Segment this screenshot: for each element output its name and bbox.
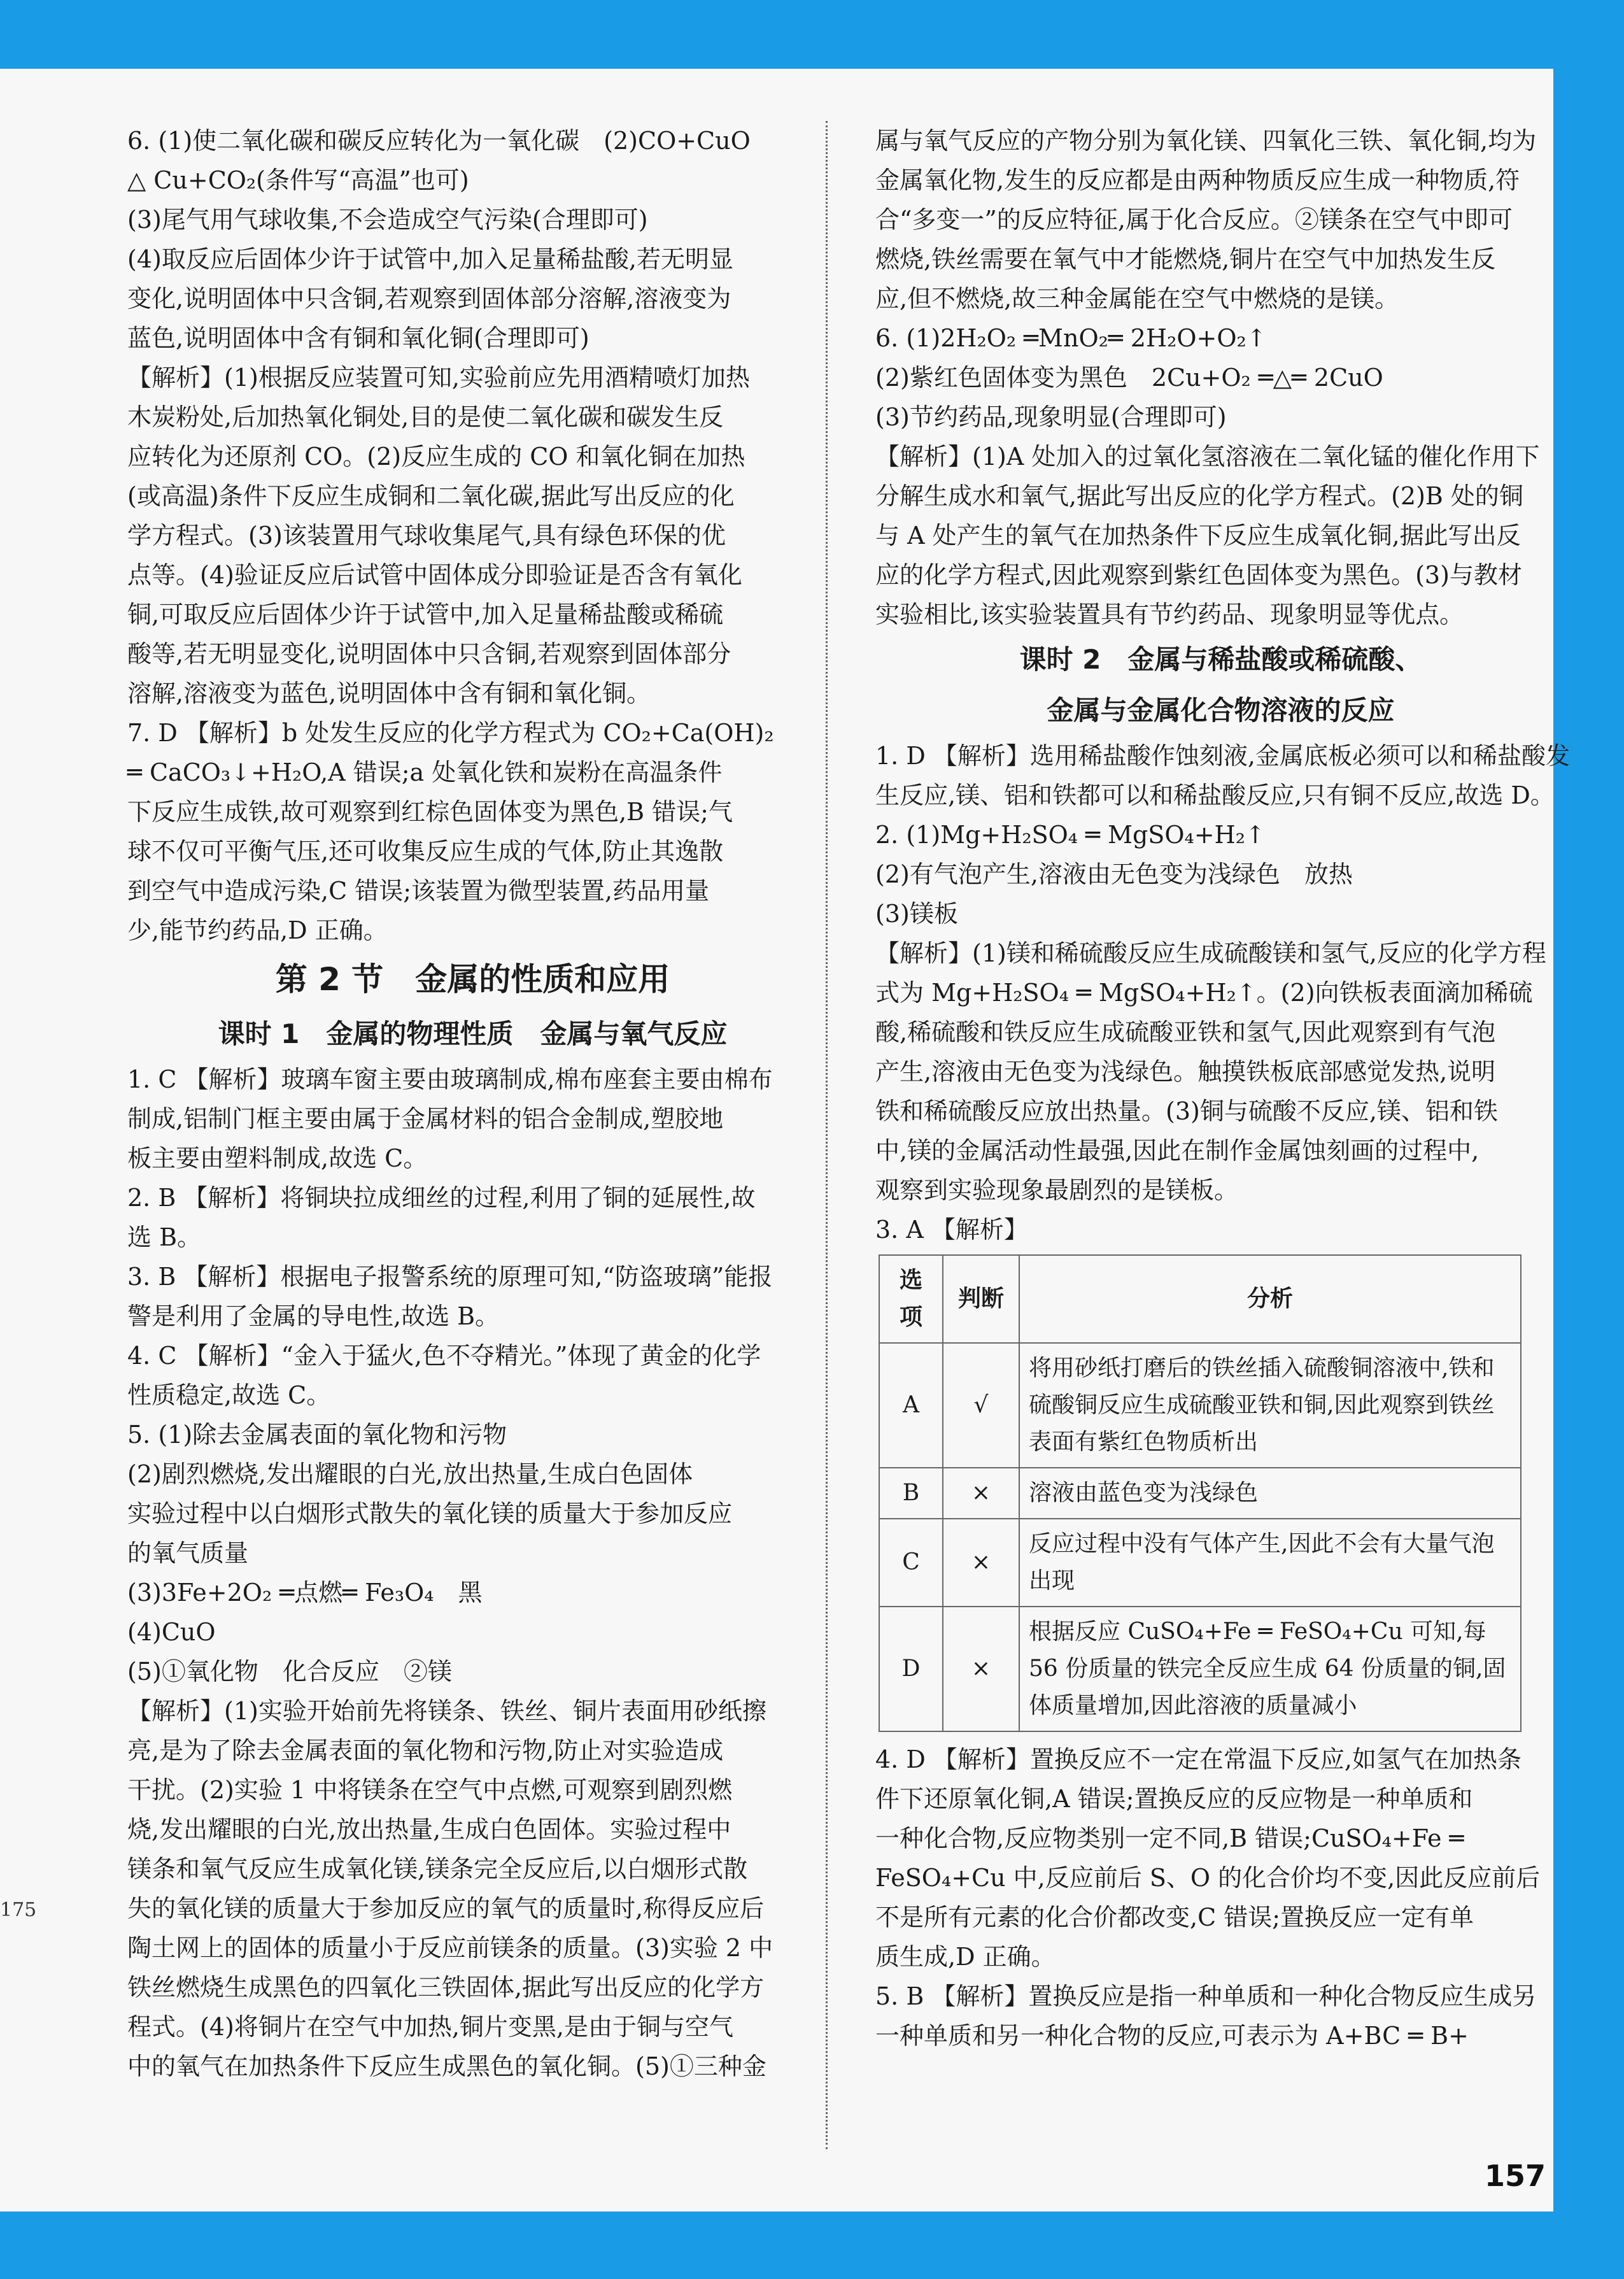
text-line: 酸,稀硫酸和铁反应生成硫酸亚铁和氢气,因此观察到有气泡 <box>875 1018 1496 1046</box>
text-line: 实验相比,该实验装置具有节约药品、现象明显等优点。 <box>875 600 1464 628</box>
text-line: 不是所有元素的化合价都改变,C 错误;置换反应一定有单 <box>875 1903 1474 1931</box>
column-divider <box>826 121 828 2149</box>
text-line: 合“多变一”的反应特征,属于化合反应。②镁条在空气中即可 <box>875 206 1513 234</box>
text-line: 5. (1)除去金属表面的氧化物和污物 <box>127 1421 507 1449</box>
text-line: 燃烧,铁丝需要在氧气中才能燃烧,铜片在空气中加热发生反 <box>875 245 1496 273</box>
text-line: 点等。(4)验证反应后试管中固体成分即验证是否含有氧化 <box>127 561 742 589</box>
text-line: (3)镁板 <box>875 900 958 928</box>
text-line: 分解生成水和氧气,据此写出反应的化学方程式。(2)B 处的铜 <box>875 482 1523 510</box>
text-line: 警是利用了金属的导电性,故选 B。 <box>127 1302 500 1330</box>
right-text-block-2 <box>875 736 1570 1249</box>
text-line: 陶土网上的固体的质量小于反应前镁条的质量。(3)实验 2 中 <box>127 1934 773 1962</box>
text-line: 制成,铝制门框主要由属于金属材料的铝合金制成,塑胶地 <box>127 1105 724 1133</box>
left-text-block-2 <box>127 1060 818 2086</box>
text-line: 2. B 【解析】将铜块拉成细丝的过程,利用了铜的延展性,故 <box>127 1184 756 1212</box>
text-line: 3. B 【解析】根据电子报警系统的原理可知,“防盗玻璃”能报 <box>127 1263 773 1291</box>
text-line: 金属氧化物,发生的反应都是由两种物质反应生成一种物质,符 <box>875 166 1520 194</box>
text-line: (或高温)条件下反应生成铜和二氧化碳,据此写出反应的化 <box>127 482 735 510</box>
text-line: 到空气中造成污染,C 错误;该装置为微型装置,药品用量 <box>127 877 710 905</box>
text-line: 6. (1)2H₂O₂ ═MnO₂═ 2H₂O+O₂↑ <box>875 324 1267 352</box>
table-cell-option: C <box>879 1519 943 1607</box>
text-line: ═ CaCO₃↓+H₂O,A 错误;a 处氧化铁和炭粉在高温条件 <box>127 758 723 786</box>
right-text-block-3 <box>875 1740 1566 2055</box>
table-header-option: 选项 <box>879 1255 943 1343</box>
lesson-title: 课时 1 金属的物理性质 金属与氧气反应 <box>218 1018 728 1049</box>
answer-table <box>879 1254 1522 1732</box>
text-line: 式为 Mg+H₂SO₄ ═ MgSO₄+H₂↑。(2)向铁板表面滴加稀硫 <box>875 979 1533 1007</box>
text-line: 【解析】(1)镁和稀硫酸反应生成硫酸镁和氢气,反应的化学方程 <box>875 939 1546 967</box>
text-line: 质生成,D 正确。 <box>875 1943 1056 1971</box>
text-line: 溶解,溶液变为蓝色,说明固体中含有铜和氧化铜。 <box>127 679 651 707</box>
table-cell-analysis: 将用砂纸打磨后的铁丝插入硫酸铜溶液中,铁和硫酸铜反应生成硫酸亚铁和铜,因此观察到铁丝表面有紫红色物质析出 <box>1019 1343 1521 1468</box>
text-line: (3)节约药品,现象明显(合理即可) <box>875 403 1227 431</box>
text-line: 3. A 【解析】 <box>875 1216 1028 1244</box>
text-line: 1. D 【解析】选用稀盐酸作蚀刻液,金属底板必须可以和稀盐酸发 <box>875 742 1570 770</box>
text-line: 失的氧化镁的质量大于参加反应的氧气的质量时,称得反应后 <box>127 1894 765 1922</box>
text-line: 亮,是为了除去金属表面的氧化物和污物,防止对实验造成 <box>127 1736 724 1764</box>
table-cell-judgement: × <box>943 1607 1019 1731</box>
text-line: 一种化合物,反应物类别一定不同,B 错误;CuSO₄+Fe ═ <box>875 1824 1464 1852</box>
text-line: (4)取反应后固体少许于试管中,加入足量稀盐酸,若无明显 <box>127 245 733 273</box>
table-cell-analysis: 根据反应 CuSO₄+Fe ═ FeSO₄+Cu 可知,每 56 份质量的铁完全反应生成 64 份质量的铜,固体质量增加,因此溶液的质量减小 <box>1019 1607 1521 1731</box>
table-header-analysis: 分析 <box>1019 1255 1521 1343</box>
text-line: 镁条和氧气反应生成氧化镁,镁条完全反应后,以白烟形式散 <box>127 1855 748 1883</box>
text-line: 6. (1)使二氧化碳和碳反应转化为一氧化碳 (2)CO+CuO <box>127 127 751 155</box>
table-cell-analysis: 溶液由蓝色变为浅绿色 <box>1019 1468 1521 1519</box>
text-line: 2. (1)Mg+H₂SO₄ ═ MgSO₄+H₂↑ <box>875 821 1266 849</box>
text-line: 木炭粉处,后加热氧化铜处,目的是使二氧化碳和碳发生反 <box>127 403 724 431</box>
text-line: 球不仅可平衡气压,还可收集反应生成的气体,防止其逸散 <box>127 837 724 865</box>
text-line: FeSO₄+Cu 中,反应前后 S、O 的化合价均不变,因此反应前后 <box>875 1864 1541 1892</box>
text-line: 4. C 【解析】“金入于猛火,色不夺精光。”体现了黄金的化学 <box>127 1342 761 1370</box>
text-line: (4)CuO <box>127 1618 216 1646</box>
table-cell-analysis: 反应过程中没有气体产生,因此不会有大量气泡出现 <box>1019 1519 1521 1607</box>
text-line: 程式。(4)将铜片在空气中加热,铜片变黑,是由于铜与空气 <box>127 2013 733 2041</box>
table-row <box>879 1468 1521 1519</box>
text-line: 应,但不燃烧,故三种金属能在空气中燃烧的是镁。 <box>875 285 1399 313</box>
text-line: (3)3Fe+2O₂ ═点燃═ Fe₃O₄ 黑 <box>127 1579 483 1607</box>
text-line: 少,能节约药品,D 正确。 <box>127 916 388 944</box>
table-cell-option: B <box>879 1468 943 1519</box>
text-line: 学方程式。(3)该装置用气球收集尾气,具有绿色环保的优 <box>127 522 726 550</box>
table-cell-judgement: × <box>943 1519 1019 1607</box>
text-line: 【解析】(1)根据反应装置可知,实验前应先用酒精喷灯加热 <box>127 364 750 392</box>
left-text-block-1 <box>127 121 818 950</box>
text-line: 1. C 【解析】玻璃车窗主要由玻璃制成,棉布座套主要由棉布 <box>127 1065 773 1093</box>
text-line: 性质稳定,故选 C。 <box>127 1381 331 1409</box>
text-line: (2)紫红色固体变为黑色 2Cu+O₂ ═△═ 2CuO <box>875 364 1383 392</box>
text-line: 7. D 【解析】b 处发生反应的化学方程式为 CO₂+Ca(OH)₂ <box>127 719 774 747</box>
table-cell-judgement: √ <box>943 1343 1019 1468</box>
table-row <box>879 1519 1521 1607</box>
page-number: 157 <box>1485 2159 1546 2193</box>
table-cell-option: A <box>879 1343 943 1468</box>
text-line: 铁和稀硫酸反应放出热量。(3)铜与硫酸不反应,镁、铝和铁 <box>875 1097 1498 1125</box>
text-line: 铜,可取反应后固体少许于试管中,加入足量稀盐酸或稀硫 <box>127 600 724 628</box>
text-line: (5)①氧化物 化合反应 ②镁 <box>127 1658 452 1686</box>
text-line: (2)剧烈燃烧,发出耀眼的白光,放出热量,生成白色固体 <box>127 1460 693 1488</box>
text-line: 酸等,若无明显变化,说明固体中只含铜,若观察到固体部分 <box>127 640 731 668</box>
answer-table-header <box>879 1255 1521 1343</box>
text-line: 下反应生成铁,故可观察到红棕色固体变为黑色,B 错误;气 <box>127 798 733 826</box>
right-column <box>875 121 1570 2055</box>
text-line: 选 B。 <box>127 1223 202 1251</box>
text-line: 产生,溶液由无色变为浅绿色。触摸铁板底部感觉发热,说明 <box>875 1058 1496 1086</box>
right-text-block-1 <box>875 121 1566 634</box>
text-line: 变化,说明固体中只含铜,若观察到固体部分溶解,溶液变为 <box>127 285 731 313</box>
text-line: 一种单质和另一种化合物的反应,可表示为 A+BC ═ B+ <box>875 2022 1469 2050</box>
table-row <box>879 1607 1521 1731</box>
text-line: 生反应,镁、铝和铁都可以和稀盐酸反应,只有铜不反应,故选 D。 <box>875 781 1555 809</box>
text-line: (3)尾气用气球收集,不会造成空气污染(合理即可) <box>127 206 648 234</box>
text-line: 与 A 处产生的氧气在加热条件下反应生成氧化铜,据此写出反 <box>875 522 1521 550</box>
text-line: 5. B 【解析】置换反应是指一种单质和一种化合物反应生成另 <box>875 1982 1537 2010</box>
text-line: 干扰。(2)实验 1 中将镁条在空气中点燃,可观察到剧烈燃 <box>127 1776 733 1804</box>
table-cell-option: D <box>879 1607 943 1731</box>
text-line: (2)有气泡产生,溶液由无色变为浅绿色 放热 <box>875 860 1353 888</box>
lesson-title-2-line-1: 课时 2 金属与稀盐酸或稀硫酸、 <box>1019 644 1422 675</box>
text-line: △ Cu+CO₂(条件写“高温”也可) <box>127 166 469 194</box>
text-line: 件下还原氧化铜,A 错误;置换反应的反应物是一种单质和 <box>875 1785 1473 1813</box>
text-line: 铁丝燃烧生成黑色的四氧化三铁固体,据此写出反应的化学方 <box>127 1973 765 2001</box>
text-line: 中的氧气在加热条件下反应生成黑色的氧化铜。(5)①三种金 <box>127 2052 766 2080</box>
section-title: 第 2 节 金属的性质和应用 <box>275 961 670 998</box>
text-line: 应的化学方程式,因此观察到紫红色固体变为黑色。(3)与教材 <box>875 561 1522 589</box>
text-line: 实验过程中以白烟形式散失的氧化镁的质量大于参加反应 <box>127 1500 733 1528</box>
text-line: 板主要由塑料制成,故选 C。 <box>127 1144 428 1172</box>
text-line: 的氧气质量 <box>127 1539 249 1567</box>
text-line: 【解析】(1)A 处加入的过氧化氢溶液在二氧化锰的催化作用下 <box>875 443 1540 471</box>
lesson-title-2-line-2: 金属与金属化合物溶液的反应 <box>1047 695 1395 726</box>
text-line: 应转化为还原剂 CO。(2)反应生成的 CO 和氧化铜在加热 <box>127 443 745 471</box>
text-line: 中,镁的金属活动性最强,因此在制作金属蚀刻画的过程中, <box>875 1137 1479 1165</box>
text-line: 属与氧气反应的产物分别为氧化镁、四氧化三铁、氧化铜,均为 <box>875 127 1537 155</box>
text-line: 烧,发出耀眼的白光,放出热量,生成白色固体。实验过程中 <box>127 1815 731 1843</box>
text-line: 观察到实验现象最剧烈的是镁板。 <box>875 1176 1239 1204</box>
table-header-judgement: 判断 <box>943 1255 1019 1343</box>
table-row <box>879 1343 1521 1468</box>
text-line: 【解析】(1)实验开始前先将镁条、铁丝、铜片表面用砂纸擦 <box>127 1697 766 1725</box>
table-cell-judgement: × <box>943 1468 1019 1519</box>
left-column <box>127 121 818 2086</box>
text-line: 蓝色,说明固体中含有铜和氧化铜(合理即可) <box>127 324 590 352</box>
text-line: 4. D 【解析】置换反应不一定在常温下反应,如氢气在加热条 <box>875 1745 1522 1773</box>
side-page-number: 175 <box>0 1899 37 1921</box>
